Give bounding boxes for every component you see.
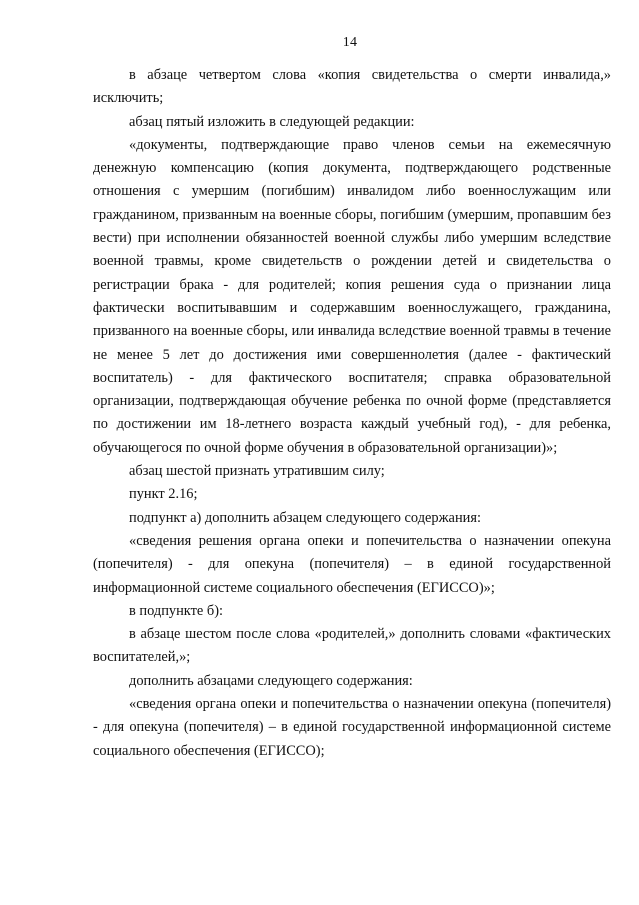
paragraph: «сведения решения органа опеки и попечительства о назначении опекуна (попечителя) - для опекуна (попечителя) – в единой государственной информационной системе социального обеспечения (ЕГИССО)»;: [93, 532, 611, 596]
paragraph: подпункт а) дополнить абзацем следующего содержания:: [129, 509, 481, 526]
paragraph: «документы, подтверждающие право членов семьи на ежемесячную денежную компенсацию (копия документа, подтверждающего родственные отношения с умершим (погибшим) инвалидом либо военнослужащим или гражданином, призванным на военные сборы, погибшим (умершим, пропавшим без вести) при исполнении обязанностей военной службы либо умершим вследствие военной травмы, кроме свидетельств о рождении детей и свидетельства о регистрации брака - для родителей; копия решения суда о признании лица фактически воспитывавшим и содержавшим военнослужащего, гражданина, призванного на военные сборы, или инвалида вследствие военной травмы в течение не менее 5 лет до достижения ими совершеннолетия (далее - фактический воспитатель) - для фактического воспитателя; справка образовательной организации, подтверждающая обучение ребенка по очной форме (представляется по достижении им 18-летнего возраста каждый учебный год), - для ребенка, обучающегося по очной форме обучения в образовательной организации)»;: [93, 136, 611, 456]
page-number: 14: [342, 35, 358, 50]
paragraph: дополнить абзацами следующего содержания:: [129, 672, 413, 689]
paragraph: в абзаце четвертом слова «копия свидетельства о смерти инвалида,» исключить;: [93, 67, 611, 107]
paragraph: абзац шестой признать утратившим силу;: [129, 463, 385, 480]
paragraph: в абзаце шестом после слова «родителей,» дополнить словами «фактических воспитателей,»;: [93, 626, 611, 666]
paragraph: в подпункте б):: [129, 602, 223, 619]
paragraph: пункт 2.16;: [129, 486, 198, 503]
document-body: [93, 64, 611, 763]
paragraph: «сведения органа опеки и попечительства о назначении опекуна (попечителя) - для опекуна (попечителя) – в единой государственной информационной системе социального обеспечения (ЕГИССО);: [93, 696, 611, 759]
paragraph: абзац пятый изложить в следующей редакции:: [129, 113, 415, 130]
